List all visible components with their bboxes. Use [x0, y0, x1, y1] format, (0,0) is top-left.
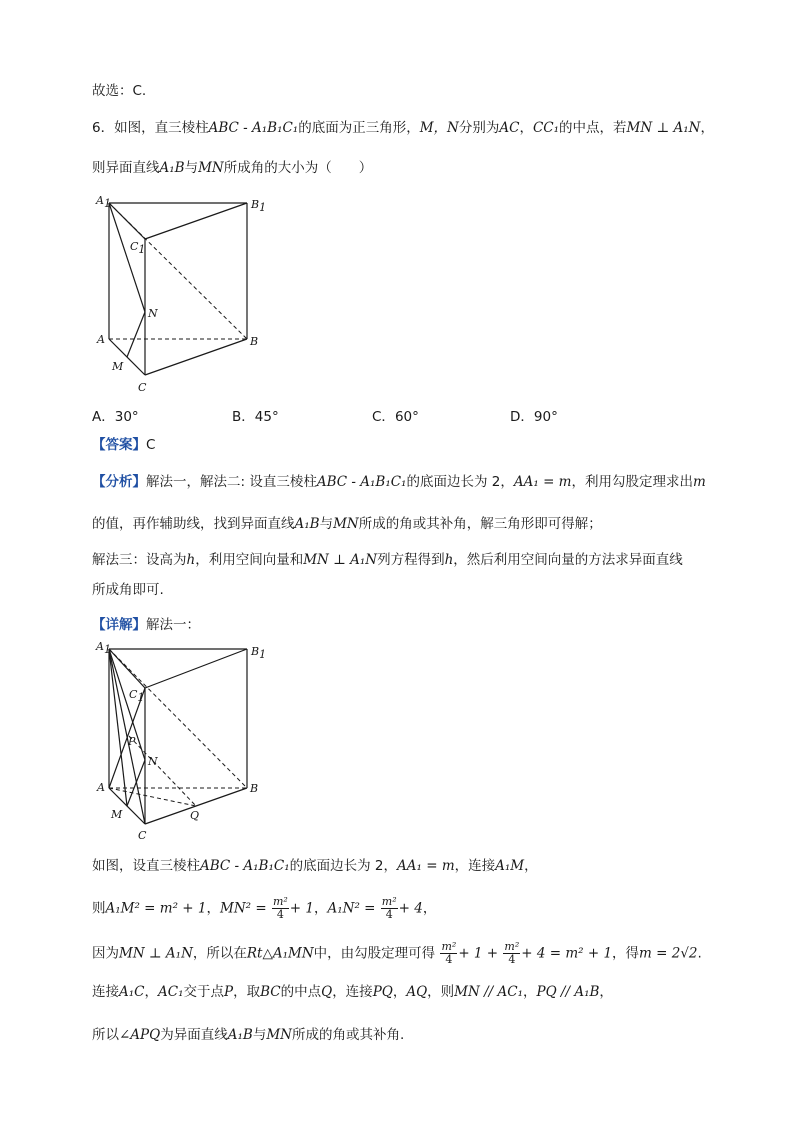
fraction: $\frac{\text{m²}}{4}$ [381, 895, 397, 921]
problem-line-1: 6．如图，直三棱柱ABC - A₁B₁C₁的底面为正三角形，M，N分别为AC，CC₁的中点，若MN ⊥ A₁N， [92, 120, 714, 136]
label-N: N [148, 755, 158, 768]
option-a[interactable]: A．30° [92, 409, 139, 425]
detail-line: 【详解】解法一： [92, 617, 200, 633]
analysis-tag: 【分析】 [92, 474, 146, 490]
label-A: A [97, 781, 105, 794]
solution-line-1: 如图，设直三棱柱ABC - A₁B₁C₁的底面边长为 2，AA₁ = m，连接A₁M， [92, 858, 538, 874]
solution-line-2: 则A₁M² = m² + 1，MN² = $\frac{\text{m²}}{4}$ + 1，A₁N² = $\frac{\text{m²}}{4}$ + 4， [92, 895, 437, 921]
analysis-line-4: 所成角即可. [92, 582, 164, 598]
label-A: A [97, 333, 105, 346]
detail-tag: 【详解】 [92, 617, 146, 633]
solution-line-4: 连接A₁C，AC₁交于点P，取BC的中点Q，连接PQ，AQ，则MN // AC₁，PQ // A₁B， [92, 984, 613, 1000]
label-C: C [138, 829, 147, 842]
prism-figure-2 [92, 638, 282, 848]
prism-figure-1 [92, 192, 282, 402]
problem-line-2: 则异面直线A₁B与MN所成角的大小为（ ） [92, 160, 373, 176]
fraction: $\frac{\text{m²}}{4}$ [504, 940, 520, 966]
label-B1: B1 [251, 645, 267, 661]
analysis-line-1: 【分析】解法一，解法二: 设直三棱柱ABC - A₁B₁C₁的底面边长为 2，AA₁ = m，利用勾股定理求出m [92, 474, 706, 490]
label-C1: C1 [130, 240, 146, 256]
label-M: M [112, 360, 124, 373]
label-A1: A1 [96, 640, 111, 656]
label-B1: B1 [251, 198, 267, 214]
answer-line [92, 435, 155, 455]
previous-answer: 故选：C. [92, 83, 147, 99]
answer-tag: 【答案】 [92, 437, 146, 453]
analysis-line-2: 的值，再作辅助线，找到异面直线A₁B与MN所成的角或其补角，解三角形即可得解； [92, 516, 602, 532]
solution-line-3: 因为MN ⊥ A₁N，所以在Rt△A₁MN中，由勾股定理可得 $\frac{\text{m²}}{4}$ + 1 + $\frac{\text{m²}}{4}$ + 4 = m² + 1，得m = 2√2. [92, 940, 702, 966]
label-C1: C1 [129, 688, 145, 704]
problem-number: 6． [92, 120, 115, 136]
label-C: C [138, 381, 147, 394]
label-M: M [111, 808, 123, 821]
option-d[interactable]: D．90° [510, 409, 558, 425]
label-N: N [148, 307, 158, 320]
label-B: B [250, 335, 259, 348]
label-B: B [250, 782, 259, 795]
answer-value: C [146, 437, 156, 453]
label-P: P [128, 735, 136, 748]
fraction: $\frac{\text{m²}}{4}$ [441, 940, 457, 966]
solution-line-5: 所以∠APQ为异面直线A₁B与MN所成的角或其补角. [92, 1027, 405, 1043]
analysis-line-3: 解法三：设高为h，利用空间向量和MN ⊥ A₁N列方程得到h，然后利用空间向量的方法求异面直线 [92, 552, 683, 568]
option-b[interactable]: B．45° [232, 409, 279, 425]
option-c[interactable]: C．60° [372, 409, 419, 425]
label-A1: A1 [96, 194, 111, 210]
fraction: $\frac{\text{m²}}{4}$ [272, 895, 288, 921]
label-Q: Q [190, 809, 200, 822]
